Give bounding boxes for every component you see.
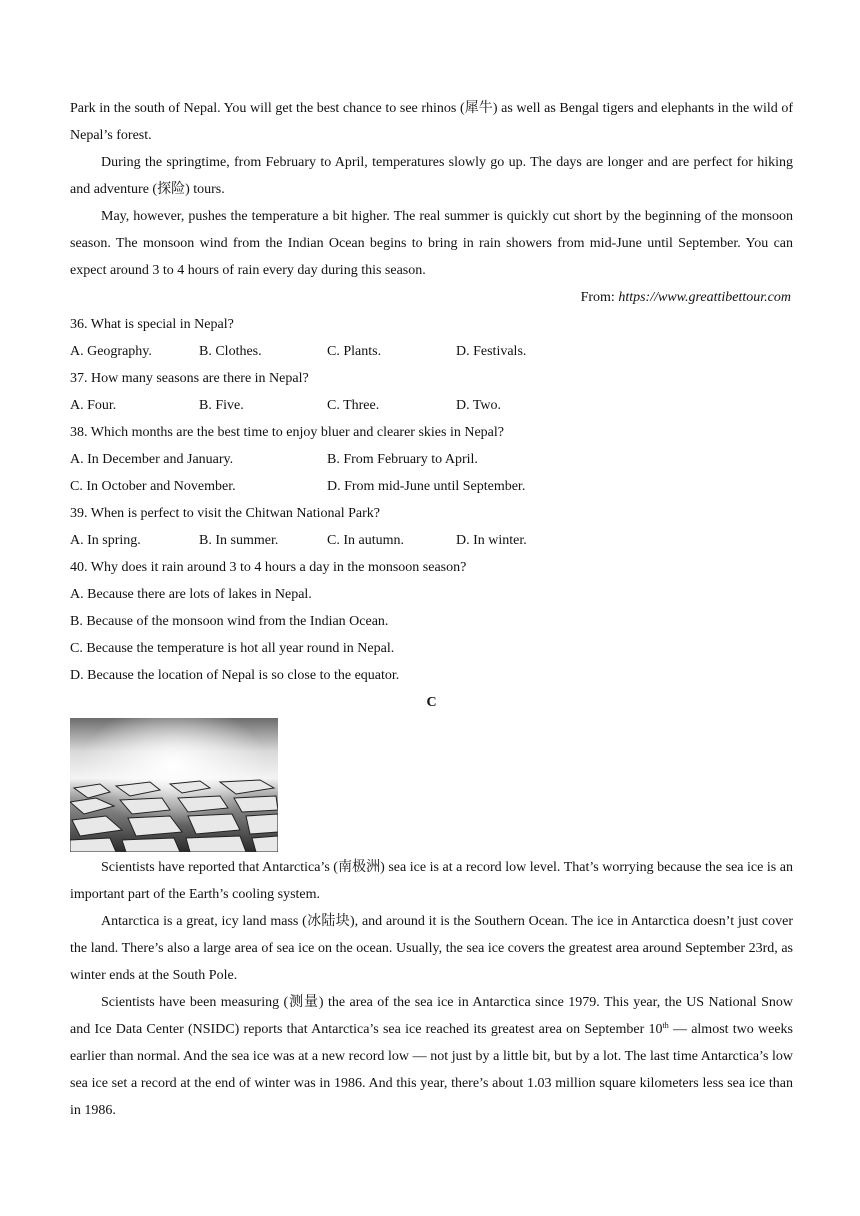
passage-paragraph: Park in the south of Nepal. You will get the best chance to see rhinos (犀牛) as well as Bengal tigers and elephants in the wild of Nepal’s forest. xyxy=(70,101,793,143)
question-stem: 40. Why does it rain around 3 to 4 hours a day in the monsoon season? xyxy=(70,560,467,575)
question-options xyxy=(70,527,793,554)
option-b: B. In summer. xyxy=(199,533,279,548)
option-c: C. In October and November. xyxy=(70,479,236,494)
paragraph-text: Scientists have been measuring (测量) the area of the sea ice in Antarctica since 1979. This year, the US National Snow and Ice Data Center (NSIDC) reports that Antarctica’s sea ice reached its greatest area on September 10 xyxy=(70,995,793,1037)
option-d: D. Festivals. xyxy=(456,344,527,359)
source-url: https://www.greattibettour.com xyxy=(618,290,791,305)
section-heading: C xyxy=(426,695,437,710)
option-c: C. Because the temperature is hot all year round in Nepal. xyxy=(70,641,395,656)
option-a: A. Four. xyxy=(70,398,117,413)
passage-paragraph: During the springtime, from February to April, temperatures slowly go up. The days are longer and are perfect for hiking and adventure (探险) tours. xyxy=(70,155,793,197)
passage-paragraph: May, however, pushes the temperature a bit higher. The real summer is quickly cut short by the beginning of the monsoon season. The monsoon wind from the Indian Ocean begins to bring in rain showers from mid-June until September. You can expect around 3 to 4 hours of rain every day during this season. xyxy=(70,209,793,278)
question-stem: 38. Which months are the best time to enjoy bluer and clearer skies in Nepal? xyxy=(70,425,504,440)
option-c: C. Plants. xyxy=(327,344,382,359)
question-options xyxy=(70,473,793,500)
option-c: C. In autumn. xyxy=(327,533,404,548)
passage-paragraph: Scientists have reported that Antarctica’s (南极洲) sea ice is at a record low level. That’s worrying because the sea ice is an important part of the Earth’s cooling system. xyxy=(70,860,793,902)
option-c: C. Three. xyxy=(327,398,380,413)
option-a: A. Because there are lots of lakes in Nepal. xyxy=(70,587,312,602)
ordinal-suffix: th xyxy=(662,1021,669,1030)
source-citation xyxy=(70,284,793,311)
question-stem: 37. How many seasons are there in Nepal? xyxy=(70,371,309,386)
question-options xyxy=(70,446,793,473)
document-body xyxy=(70,95,793,1124)
source-label: From: xyxy=(580,290,619,305)
option-b: B. Five. xyxy=(199,398,244,413)
question-stem: 36. What is special in Nepal? xyxy=(70,317,234,332)
option-b: B. From February to April. xyxy=(327,452,478,467)
option-d: D. Two. xyxy=(456,398,502,413)
option-d: D. Because the location of Nepal is so close to the equator. xyxy=(70,668,400,683)
question-stem: 39. When is perfect to visit the Chitwan National Park? xyxy=(70,506,381,521)
passage-paragraph xyxy=(70,989,793,1124)
sea-ice-photo xyxy=(70,718,278,852)
option-b: B. Because of the monsoon wind from the Indian Ocean. xyxy=(70,614,389,629)
option-a: A. In spring. xyxy=(70,533,141,548)
passage-paragraph: Antarctica is a great, icy land mass (冰陆块), and around it is the Southern Ocean. The ice in Antarctica doesn’t just cover the land. There’s also a large area of sea ice on the ocean. Usually, the sea ice covers the greatest area around September 23rd, as winter ends at the South Pole. xyxy=(70,914,793,983)
option-a: A. In December and January. xyxy=(70,452,234,467)
question-options xyxy=(70,392,793,419)
option-d: D. In winter. xyxy=(456,533,527,548)
question-options xyxy=(70,338,793,365)
paragraph-text: — almost two weeks earlier than normal. And the sea ice was at a new record low — not just by a little bit, but by a lot. The last time Antarctica’s low sea ice set a record at the end of winter was in 1986. And this year, there’s about 1.03 million square kilometers less sea ice than in 1986. xyxy=(70,1022,793,1118)
option-d: D. From mid-June until September. xyxy=(327,479,526,494)
option-a: A. Geography. xyxy=(70,344,152,359)
option-b: B. Clothes. xyxy=(199,344,262,359)
